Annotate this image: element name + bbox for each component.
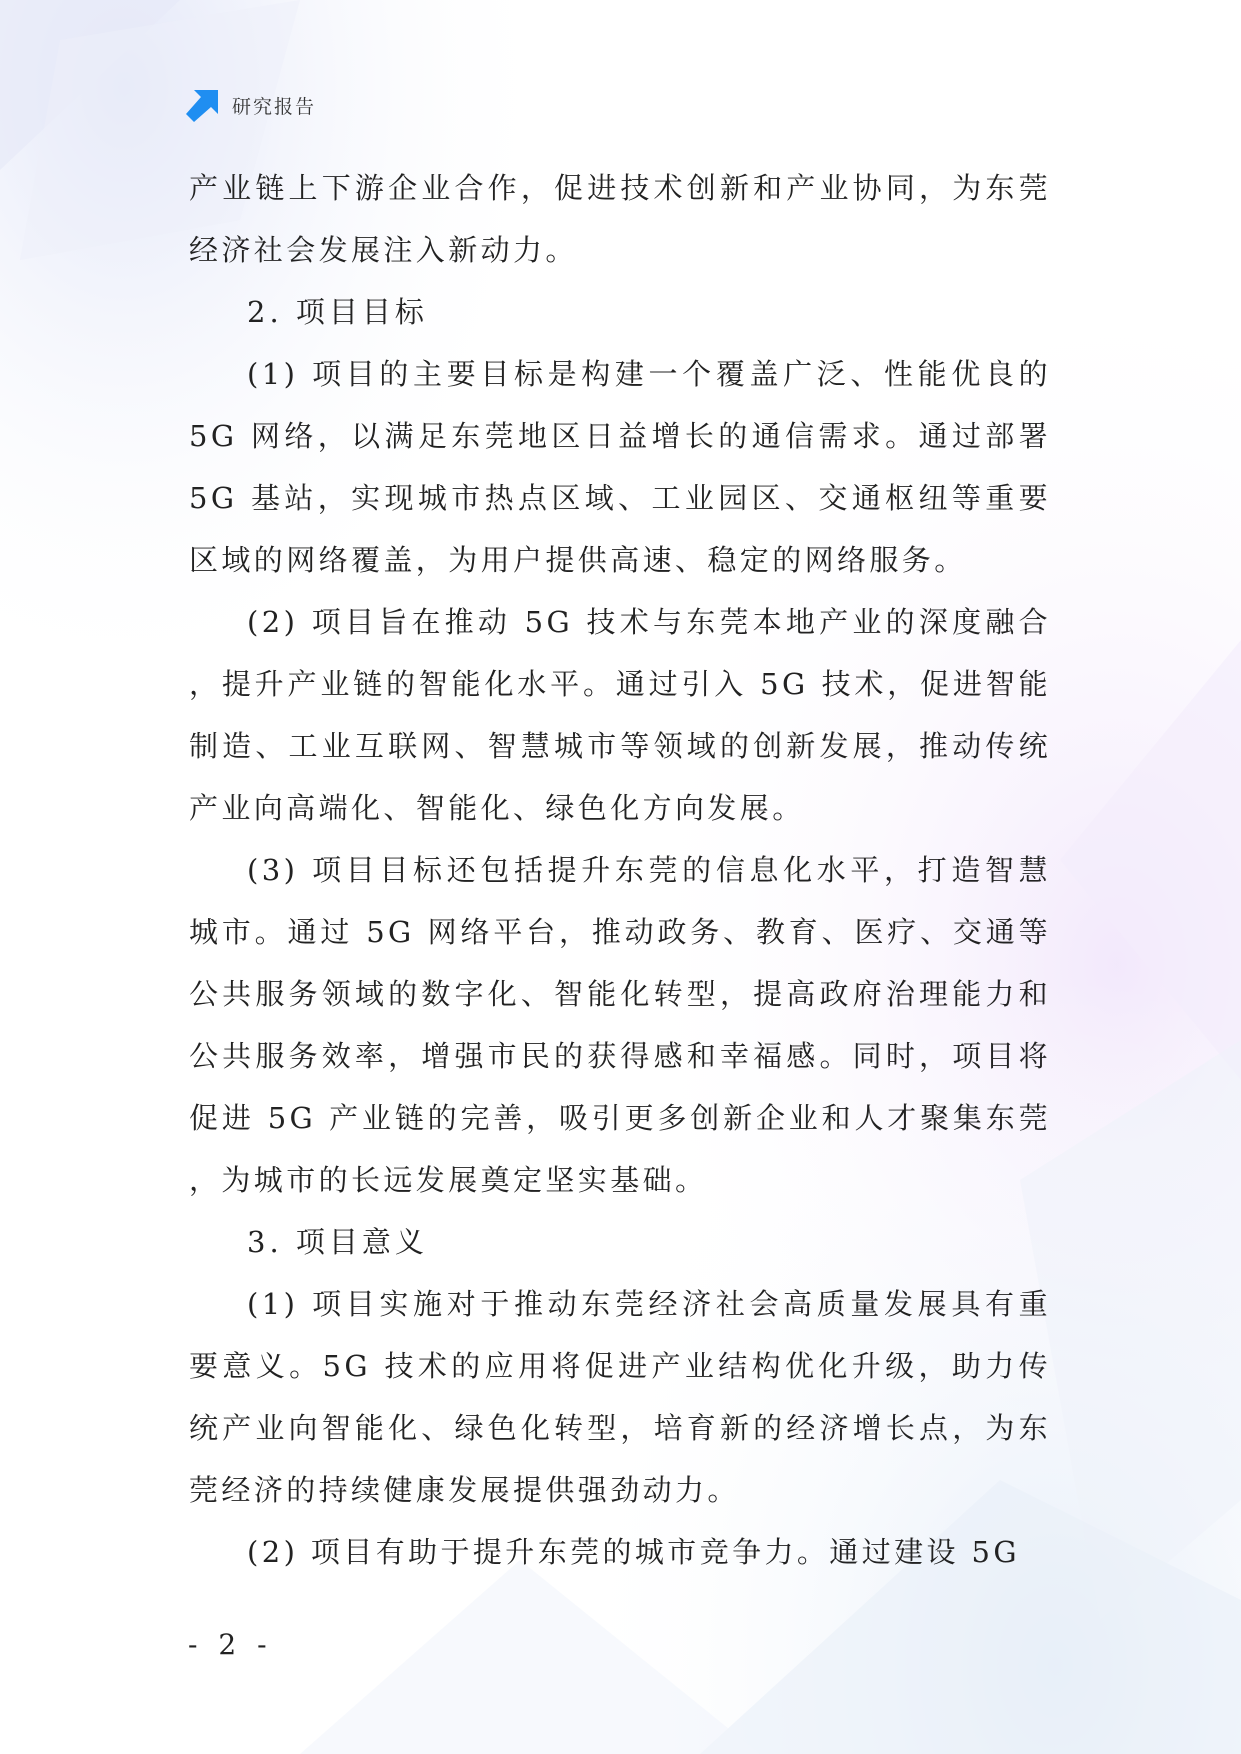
paragraph-intro: 产业链上下游企业合作，促进技术创新和产业协同，为东莞经济社会发展注入新动力。 [189,171,1051,267]
arrow-up-right-icon [186,88,220,122]
paragraph-significance-1: (1) 项目实施对于推动东莞经济社会高质量发展具有重要意义。5G 技术的应用将促进产业结构优化升级，助力传统产业向智能化、绿色化转型，培育新的经济增长点，为东莞经济的持续健康发展提供强劲动力。 [189,1287,1051,1507]
report-header [186,88,316,122]
section-heading-project-significance: 3. 项目意义 [247,1225,428,1259]
paragraph-goal-1: (1) 项目的主要目标是构建一个覆盖广泛、性能优良的 5G 网络，以满足东莞地区日益增长的通信需求。通过部署 5G 基站，实现城市热点区域、工业园区、交通枢纽等重要区域的网络覆盖，为用户提供高速、稳定的网络服务。 [189,357,1051,577]
header-label: 研究报告 [232,95,317,118]
section-heading-project-goals: 2. 项目目标 [247,295,428,329]
paragraph-significance-2: (2) 项目有助于提升东莞的城市竞争力。通过建设 5G [247,1535,1020,1569]
document-body [189,157,1051,1583]
page-number: - 2 - [188,1628,273,1661]
paragraph-goal-3: (3) 项目目标还包括提升东莞的信息化水平，打造智慧城市。通过 5G 网络平台，推动政务、教育、医疗、交通等公共服务领域的数字化、智能化转型，提高政府治理能力和公共服务效率，增强市民的获得感和幸福感。同时，项目将促进 5G 产业链的完善，吸引更多创新企业和人才聚集东莞，为城市的长远发展奠定坚实基础。 [189,853,1051,1197]
paragraph-goal-2: (2) 项目旨在推动 5G 技术与东莞本地产业的深度融合，提升产业链的智能化水平。通过引入 5G 技术，促进智能制造、工业互联网、智慧城市等领域的创新发展，推动传统产业向高端化、智能化、绿色化方向发展。 [189,605,1051,825]
